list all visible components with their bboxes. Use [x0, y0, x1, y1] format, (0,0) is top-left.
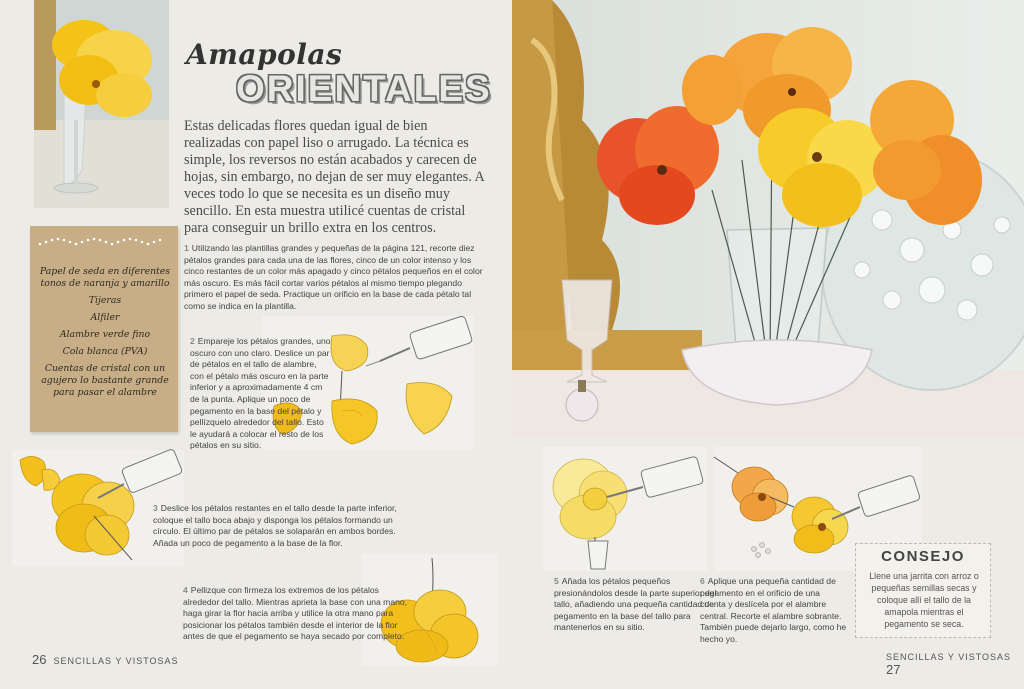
- glue-bottle-icon: [366, 315, 473, 366]
- footer-left: [32, 652, 179, 667]
- glue-bottle-icon: [98, 448, 183, 498]
- step-5: [554, 576, 724, 634]
- page-number-left: 26: [32, 652, 47, 667]
- step-text: Utilizando las plantillas grandes y pequeñas de la página 121, recorte diez pétalos grandes para cada una de las flores, cinco de un color intenso y los cinco restantes de un color más apagado y cinco pétalos pequeños en el color más oscuro. Es más fácil cortar varios pétalos al mismo tiempo plegando primero el papel de seda. Practique un orificio en la base de cada pétalo tal como se indica en la plantilla.: [184, 243, 483, 311]
- material-item: Alfiler: [90, 312, 120, 323]
- step-number: 4: [183, 585, 188, 595]
- step-3: [153, 503, 415, 549]
- footer-label-right: SENCILLAS Y VISTOSAS: [886, 652, 1012, 662]
- dotted-scallop-decoration: [36, 234, 166, 248]
- step-number: 3: [153, 503, 158, 513]
- step-number: 1: [184, 243, 189, 253]
- title-script: Amapolas: [186, 38, 343, 71]
- step-6: [700, 576, 848, 646]
- material-item: Papel de seda en diferentes tonos de naranja y amarillo: [39, 266, 171, 289]
- step-number: 2: [190, 336, 195, 346]
- step-text: Pellizque con firmeza los extremos de los pétalos alrededor del tallo. Mientras aprieta la base con una mano, haga girar la flor hacia arriba y utilice la otra mano para posicionar los pétalos también desde el interior de la flor antes de que el pegamento se haya secado por completo.: [183, 585, 408, 642]
- material-item: Alambre verde fino: [59, 329, 151, 340]
- tip-title: CONSEJO: [881, 548, 965, 565]
- step-text: Aplique una pequeña cantidad de pegamento en el orificio de una cuenta y deslícela por el alambre central. Recorte el alambre sobrante. También puede dejarlo largo, como he hecho yo.: [700, 576, 847, 644]
- step-4: [183, 585, 415, 643]
- step-number: 5: [554, 576, 559, 586]
- step-5-illustration: [543, 447, 707, 571]
- page-number-right: 27: [886, 662, 901, 677]
- title-block: ORIENTALES: [236, 68, 492, 109]
- footer-right: [886, 652, 1024, 677]
- tip-text: Llene una jarrita con arroz o pequeñas semillas secas y coloque allí el tallo de la amapola mientras el pegamento se seca.: [869, 571, 979, 629]
- photo-poppy-arrangement: [512, 0, 1024, 437]
- material-item: Tijeras: [88, 295, 122, 306]
- step-text: Añada los pétalos pequeños presionándolos desde la parte superior del tallo, añadiendo una pequeña cantidad de pegamento en la base del tallo para mantenerlos en su sitio.: [554, 576, 717, 633]
- step-number: 6: [700, 576, 705, 586]
- footer-label-left: SENCILLAS Y VISTOSAS: [53, 656, 179, 666]
- step-2: [190, 336, 332, 452]
- intro-paragraph: Estas delicadas flores quedan igual de bien realizadas con papel liso o arrugado. La técnica es simple, los reversos no están acabados y carecen de hojas, sin embargo, no dejan de ser muy elegantes. A veces todo lo que se necesita es un diseño muy sencillo. En esta muestra utilicé cuentas de cristal para conseguir un brillo extra en los centros.: [184, 118, 484, 236]
- materials-list: [38, 266, 172, 404]
- photo-small-poppy: [34, 0, 169, 208]
- glue-bottle-icon: [832, 475, 921, 519]
- material-item: Cuentas de cristal con un agujero lo bastante grande para pasar el alambre: [41, 363, 169, 398]
- step-text: Deslice los pétalos restantes en el tallo desde la parte inferior, coloque el tallo boca abajo y disponga los pétalos formando un círculo. El último par de pétalos se solaparán en ambos bordes. Añada un poco de pegamento a la base de la flor.: [153, 503, 397, 548]
- step-1: [184, 243, 484, 313]
- rice-jar-icon: [588, 541, 608, 569]
- beads-icon: [752, 543, 771, 558]
- material-item: Cola blanca (PVA): [62, 346, 148, 357]
- step-text: Empareje los pétalos grandes, uno oscuro con uno claro. Deslice un par de pétalos en el tallo de alambre, con el pétalo más oscuro en la parte inferior y a aproximadamente 4 cm de la punta. Aplique un poco de pegamento en la base del pétalo y pellízquelo alrededor del tallo. Esto le ayudará a colocar el resto de los pétalos en su sitio.: [190, 336, 331, 451]
